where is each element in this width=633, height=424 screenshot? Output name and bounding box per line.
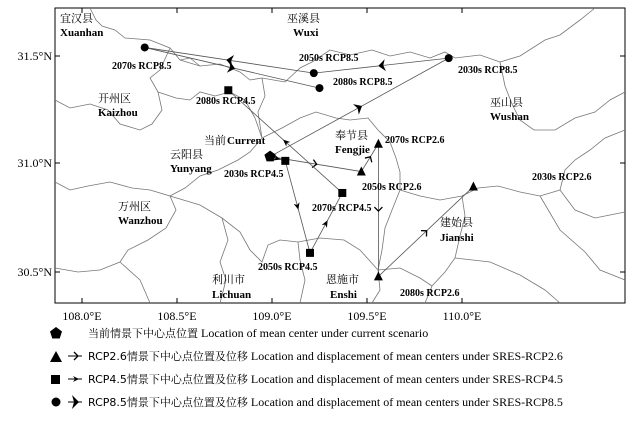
legend-item-rcp45: [44, 368, 629, 391]
y-tick-label: 31.0°N: [17, 156, 52, 170]
region-label-cn: 恩施市: [326, 273, 359, 286]
pentagon-icon: [44, 324, 86, 342]
region-label-cn: 利川市: [212, 273, 245, 286]
legend-item-cn: 当前情景下中心点位置: [88, 327, 198, 340]
rcp45-center-marker: [281, 157, 289, 165]
region-label-cn: 建始县: [440, 216, 473, 229]
x-tick-label: 110.0°E: [442, 309, 482, 323]
rcp26-point-label: 2070s RCP2.6: [385, 135, 445, 146]
y-tick-label: 30.5°N: [17, 265, 52, 279]
rcp45-point-label: 2080s RCP4.5: [196, 96, 256, 107]
region-label-cn: 万州区: [118, 200, 151, 213]
rcp85-point-label: 2080s RCP8.5: [333, 77, 393, 88]
legend-item-cn: RCP8.5情景下中心点位置及位移: [88, 396, 248, 409]
current-center-label-en: Current: [227, 135, 266, 147]
legend-item-en: Location and displacement of mean centers under SRES-RCP4.5: [250, 372, 563, 386]
rcp85-center-marker: [141, 43, 149, 51]
square-arrow-icon: [44, 370, 86, 388]
legend-item-rcp26: [44, 345, 629, 368]
legend-item-cn: RCP2.6情景下中心点位置及位移: [88, 350, 248, 363]
legend-item-en: Location and displacement of mean centers under SRES-RCP2.6: [250, 349, 563, 363]
x-tick-label: 108.0°E: [62, 309, 102, 323]
region-label-cn: 奉节县: [335, 129, 368, 142]
x-tick-label: 108.5°E: [157, 309, 197, 323]
rcp26-point-label: 2030s RCP2.6: [532, 172, 592, 183]
rcp85-center-marker: [310, 69, 318, 77]
region-label-cn: 宜汉县: [60, 12, 93, 25]
map-legend: [44, 322, 629, 414]
region-label-en: Kaizhou: [98, 107, 138, 119]
legend-item-current: [44, 322, 629, 345]
rcp45-center-marker: [224, 86, 232, 94]
region-label-en: Enshi: [330, 289, 357, 301]
region-label-en: Wanzhou: [118, 215, 163, 227]
region-label-cn: 巫山县: [490, 96, 523, 109]
rcp45-point-label: 2050s RCP4.5: [258, 262, 318, 273]
triangle-arrow-icon: [44, 347, 86, 365]
circle-arrow-icon: [44, 393, 86, 411]
region-label-cn: 开州区: [98, 92, 131, 105]
rcp85-point-label: 2070s RCP8.5: [112, 61, 172, 72]
rcp45-point-label: 2070s RCP4.5: [312, 203, 372, 214]
rcp45-point-label: 2030s RCP4.5: [224, 169, 284, 180]
region-label-cn: 巫溪县: [287, 12, 320, 25]
legend-item-en: Location of mean center under current scenario: [201, 326, 429, 340]
x-tick-label: 109.5°E: [347, 309, 387, 323]
legend-item-rcp85: [44, 391, 629, 414]
x-tick-labels: [62, 309, 481, 323]
region-label-cn: 云阳县: [170, 148, 203, 161]
rcp85-point-label: 2030s RCP8.5: [458, 65, 518, 76]
region-label-en: Yunyang: [170, 163, 212, 175]
legend-item-cn: RCP4.5情景下中心点位置及位移: [88, 373, 248, 386]
region-label-en: Fengjie: [335, 144, 370, 156]
region-label-en: Lichuan: [212, 289, 252, 301]
rcp45-center-marker: [306, 249, 314, 257]
legend-item-en: Location and displacement of mean centers under SRES-RCP8.5: [250, 395, 563, 409]
y-tick-label: 31.5°N: [17, 49, 52, 63]
rcp45-center-marker: [338, 189, 346, 197]
region-label-en: Jianshi: [440, 232, 474, 244]
rcp85-point-label: 2050s RCP8.5: [299, 53, 359, 64]
rcp85-center-marker: [316, 84, 324, 92]
current-center-label-cn: 当前: [204, 134, 226, 147]
region-label-en: Xuanhan: [60, 27, 104, 39]
rcp85-center-marker: [445, 54, 453, 62]
rcp26-point-label: 2050s RCP2.6: [362, 182, 422, 193]
x-tick-label: 109.0°E: [252, 309, 292, 323]
rcp26-point-label: 2080s RCP2.6: [400, 288, 460, 299]
y-tick-labels: [18, 49, 53, 279]
region-label-en: Wuxi: [293, 27, 319, 39]
region-label-en: Wushan: [490, 111, 529, 123]
